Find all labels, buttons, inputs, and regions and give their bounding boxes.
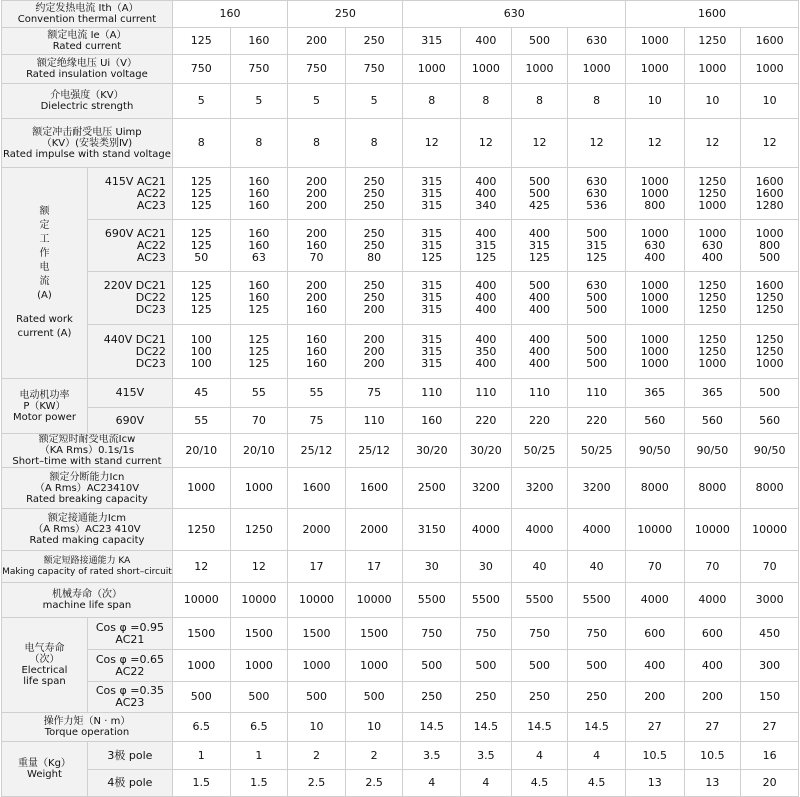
value-cell: 200: [288, 28, 346, 55]
value-cell: 20: [741, 770, 799, 797]
value-cell: 500: [511, 650, 568, 682]
value-cell: 10: [684, 84, 741, 119]
icm-row: [2, 509, 799, 551]
value-cell: 220: [568, 408, 626, 434]
value-cell: 500: [461, 650, 512, 682]
dielectric-row: [2, 84, 799, 119]
value-cell: 200: [625, 682, 684, 713]
value-cell: 12: [684, 119, 741, 168]
value-cell: 1000: [172, 650, 230, 682]
pole-label: 4极 pole: [87, 770, 172, 797]
value-cell: 5500: [461, 583, 512, 618]
value-cell: 110: [568, 379, 626, 408]
value-cell: 4: [461, 770, 512, 797]
value-cell: 10: [741, 84, 799, 119]
value-cell: 750: [461, 618, 512, 650]
value-cell: 27: [741, 713, 799, 742]
group-values: 125 125 125: [172, 272, 230, 325]
group-values: 1250 1250 1000: [684, 325, 741, 379]
motor-voltage: 690V: [87, 408, 172, 434]
value-cell: 4000: [511, 509, 568, 551]
specification-table: [1, 0, 799, 797]
motor-power-row-690v: [2, 408, 799, 434]
torque-label: 操作力矩（N · m） Torque operation: [2, 713, 173, 742]
value-cell: 12: [230, 551, 288, 583]
value-cell: 1000: [403, 55, 461, 84]
group-values: 125 125 125: [230, 325, 288, 379]
value-cell: 20/10: [230, 434, 288, 468]
group-values: 1000 1000 800: [625, 168, 684, 220]
frame-250: 250: [288, 1, 403, 28]
value-cell: 10000: [172, 583, 230, 618]
value-cell: 5: [288, 84, 346, 119]
value-cell: 8000: [625, 468, 684, 509]
cos-phi-label: Cos φ =0.65 AC22: [87, 650, 172, 682]
value-cell: 10000: [625, 509, 684, 551]
value-cell: 1000: [568, 55, 626, 84]
value-cell: 10000: [288, 583, 346, 618]
group-values: 200 200 200: [345, 325, 403, 379]
value-cell: 8: [461, 84, 512, 119]
value-cell: 10000: [230, 583, 288, 618]
value-cell: 110: [461, 379, 512, 408]
group-values: 400 350 400: [461, 325, 512, 379]
group-values: 1000 1000 1000: [625, 325, 684, 379]
icn-label: 额定分断能力Icn （A Rms）AC23410V Rated breaking capacity: [2, 468, 173, 509]
value-cell: 30/20: [403, 434, 461, 468]
value-cell: 8: [172, 119, 230, 168]
value-cell: 5500: [511, 583, 568, 618]
icw-label: 额定短时耐受电流Icw （KA Rms）0.1s/1s Short–time with stand current: [2, 434, 173, 468]
value-cell: 12: [172, 551, 230, 583]
group-values: 1250 1250 1000: [684, 168, 741, 220]
insulation-voltage-label: 额定绝缘电压 Ui（V） Rated insulation voltage: [2, 55, 173, 84]
value-cell: 1000: [172, 468, 230, 509]
rated-work-current-label: 额 定 工 作 电 流 (A) Rated work current (A): [2, 168, 88, 379]
value-cell: 16: [741, 742, 799, 770]
value-cell: 17: [345, 551, 403, 583]
value-cell: 12: [625, 119, 684, 168]
cos-phi-label: Cos φ =0.95 AC21: [87, 618, 172, 650]
value-cell: 2000: [288, 509, 346, 551]
value-cell: 220: [511, 408, 568, 434]
value-cell: 10: [625, 84, 684, 119]
value-cell: 200: [684, 682, 741, 713]
value-cell: 75: [345, 379, 403, 408]
rated-current-label: 额定电流 Ie（A） Rated current: [2, 28, 173, 55]
value-cell: 500: [288, 682, 346, 713]
value-cell: 8: [288, 119, 346, 168]
value-cell: 110: [345, 408, 403, 434]
group-values: 250 250 200: [345, 272, 403, 325]
value-cell: 250: [511, 682, 568, 713]
value-cell: 750: [345, 55, 403, 84]
value-cell: 500: [403, 650, 461, 682]
value-cell: 1.5: [230, 770, 288, 797]
group-values: 100 100 100: [172, 325, 230, 379]
value-cell: 3200: [461, 468, 512, 509]
motor-voltage: 415V: [87, 379, 172, 408]
value-cell: 4000: [625, 583, 684, 618]
value-cell: 14.5: [461, 713, 512, 742]
value-cell: 500: [568, 650, 626, 682]
value-cell: 90/50: [741, 434, 799, 468]
value-cell: 40: [511, 551, 568, 583]
group-values: 630 500 500: [568, 272, 626, 325]
value-cell: 1250: [230, 509, 288, 551]
icm-label: 额定接通能力Icm （A Rms）AC23 410V Rated making capacity: [2, 509, 173, 551]
value-cell: 250: [568, 682, 626, 713]
value-cell: 1000: [230, 468, 288, 509]
group-values: 1250 1250 1000: [741, 325, 799, 379]
value-cell: 600: [625, 618, 684, 650]
group-values: 500 315 125: [568, 220, 626, 272]
value-cell: 4000: [461, 509, 512, 551]
group-labels: 220V DC21 DC22 DC23: [87, 272, 172, 325]
value-cell: 1000: [741, 55, 799, 84]
group-labels: 440V DC21 DC22 DC23: [87, 325, 172, 379]
value-cell: 560: [684, 408, 741, 434]
value-cell: 8: [345, 119, 403, 168]
value-cell: 1500: [230, 618, 288, 650]
value-cell: 4: [403, 770, 461, 797]
group-values: 160 160 125: [230, 272, 288, 325]
value-cell: 1000: [511, 55, 568, 84]
value-cell: 560: [625, 408, 684, 434]
group-values: 200 160 70: [288, 220, 346, 272]
value-cell: 8: [511, 84, 568, 119]
value-cell: 1500: [172, 618, 230, 650]
icw-row: [2, 434, 799, 468]
value-cell: 70: [741, 551, 799, 583]
value-cell: 110: [511, 379, 568, 408]
value-cell: 3150: [403, 509, 461, 551]
group-values: 250 250 80: [345, 220, 403, 272]
value-cell: 5: [230, 84, 288, 119]
value-cell: 5: [345, 84, 403, 119]
value-cell: 50/25: [568, 434, 626, 468]
value-cell: 10.5: [625, 742, 684, 770]
value-cell: 1000: [625, 55, 684, 84]
value-cell: 750: [403, 618, 461, 650]
impulse-voltage-row: [2, 119, 799, 168]
value-cell: 1250: [684, 28, 741, 55]
group-values: 315 315 315: [403, 272, 461, 325]
value-cell: 30: [403, 551, 461, 583]
group-values: 1000 630 400: [684, 220, 741, 272]
group-values: 1000 630 400: [625, 220, 684, 272]
value-cell: 1000: [684, 55, 741, 84]
value-cell: 27: [625, 713, 684, 742]
value-cell: 2: [288, 742, 346, 770]
value-cell: 30: [461, 551, 512, 583]
group-values: 125 125 50: [172, 220, 230, 272]
value-cell: 30/20: [461, 434, 512, 468]
value-cell: 5500: [568, 583, 626, 618]
value-cell: 8000: [741, 468, 799, 509]
group-values: 1000 1000 1000: [625, 272, 684, 325]
value-cell: 3200: [511, 468, 568, 509]
value-cell: 1600: [741, 28, 799, 55]
value-cell: 1500: [288, 618, 346, 650]
group-values: 200 200 200: [288, 168, 346, 220]
group-values: 315 315 315: [403, 168, 461, 220]
thermal-current-row: [2, 1, 799, 28]
value-cell: 1250: [172, 509, 230, 551]
value-cell: 50/25: [511, 434, 568, 468]
value-cell: 750: [568, 618, 626, 650]
value-cell: 2500: [403, 468, 461, 509]
electrical-life-row-ac23: [2, 682, 799, 713]
value-cell: 2.5: [288, 770, 346, 797]
value-cell: 1: [172, 742, 230, 770]
value-cell: 4.5: [568, 770, 626, 797]
value-cell: 750: [172, 55, 230, 84]
value-cell: 1600: [345, 468, 403, 509]
value-cell: 10.5: [684, 742, 741, 770]
group-values: 500 500 500: [568, 325, 626, 379]
value-cell: 1000: [461, 55, 512, 84]
thermal-current-label: 约定发热电流 Ith（A） Convention thermal current: [2, 1, 173, 28]
value-cell: 220: [461, 408, 512, 434]
value-cell: 125: [172, 28, 230, 55]
value-cell: 250: [345, 28, 403, 55]
value-cell: 2.5: [345, 770, 403, 797]
value-cell: 1000: [625, 28, 684, 55]
dielectric-label: 介电强度（KV） Dielectric strength: [2, 84, 173, 119]
value-cell: 10: [288, 713, 346, 742]
electrical-life-label: 电气寿命 （次） Electrical life span: [2, 618, 88, 713]
value-cell: 5: [172, 84, 230, 119]
value-cell: 55: [172, 408, 230, 434]
value-cell: 4: [511, 742, 568, 770]
group-values: 160 160 160: [230, 168, 288, 220]
torque-row: [2, 713, 799, 742]
value-cell: 500: [172, 682, 230, 713]
value-cell: 300: [741, 650, 799, 682]
value-cell: 1000: [345, 650, 403, 682]
group-labels: 415V AC21 AC22 AC23: [87, 168, 172, 220]
group-values: 400 315 125: [511, 220, 568, 272]
value-cell: 400: [461, 28, 512, 55]
motor-power-label: 电动机功率 P（KW） Motor power: [2, 379, 88, 434]
value-cell: 70: [230, 408, 288, 434]
value-cell: 1: [230, 742, 288, 770]
group-values: 1000 800 500: [741, 220, 799, 272]
value-cell: 6.5: [172, 713, 230, 742]
group-values: 315 315 315: [403, 325, 461, 379]
group-values: 200 200 160: [288, 272, 346, 325]
value-cell: 750: [511, 618, 568, 650]
value-cell: 560: [741, 408, 799, 434]
value-cell: 4.5: [511, 770, 568, 797]
value-cell: 315: [403, 28, 461, 55]
value-cell: 1000: [288, 650, 346, 682]
value-cell: 6.5: [230, 713, 288, 742]
electrical-life-row-ac22: [2, 650, 799, 682]
frame-630: 630: [403, 1, 625, 28]
value-cell: 250: [461, 682, 512, 713]
value-cell: 70: [625, 551, 684, 583]
value-cell: 160: [230, 28, 288, 55]
value-cell: 3.5: [403, 742, 461, 770]
value-cell: 3000: [741, 583, 799, 618]
pole-label: 3极 pole: [87, 742, 172, 770]
value-cell: 750: [288, 55, 346, 84]
value-cell: 55: [230, 379, 288, 408]
value-cell: 400: [625, 650, 684, 682]
group-values: 160 160 63: [230, 220, 288, 272]
value-cell: 450: [741, 618, 799, 650]
value-cell: 500: [345, 682, 403, 713]
group-values: 1250 1250 1250: [684, 272, 741, 325]
value-cell: 160: [403, 408, 461, 434]
value-cell: 14.5: [403, 713, 461, 742]
value-cell: 25/12: [288, 434, 346, 468]
value-cell: 90/50: [684, 434, 741, 468]
insulation-voltage-row: [2, 55, 799, 84]
rated-work-group-690v: [2, 220, 799, 272]
value-cell: 8: [403, 84, 461, 119]
value-cell: 45: [172, 379, 230, 408]
value-cell: 17: [288, 551, 346, 583]
value-cell: 500: [741, 379, 799, 408]
group-values: 125 125 125: [172, 168, 230, 220]
weight-label: 重量（Kg） Weight: [2, 742, 88, 797]
value-cell: 14.5: [568, 713, 626, 742]
group-labels: 690V AC21 AC22 AC23: [87, 220, 172, 272]
value-cell: 3200: [568, 468, 626, 509]
value-cell: 500: [230, 682, 288, 713]
group-values: 400 400 400: [461, 272, 512, 325]
value-cell: 12: [568, 119, 626, 168]
value-cell: 750: [230, 55, 288, 84]
value-cell: 4: [568, 742, 626, 770]
value-cell: 4000: [684, 583, 741, 618]
group-values: 500 400 400: [511, 272, 568, 325]
weight-row-4-pole: [2, 770, 799, 797]
value-cell: 630: [568, 28, 626, 55]
icn-row: [2, 468, 799, 509]
value-cell: 12: [403, 119, 461, 168]
value-cell: 500: [511, 28, 568, 55]
value-cell: 10000: [684, 509, 741, 551]
value-cell: 55: [288, 379, 346, 408]
value-cell: 1.5: [172, 770, 230, 797]
value-cell: 10000: [345, 583, 403, 618]
value-cell: 3.5: [461, 742, 512, 770]
impulse-voltage-label: 额定冲击耐受电压 Uimp （KV）(安装类别Ⅳ) Rated impulse with stand voltage: [2, 119, 173, 168]
value-cell: 1500: [345, 618, 403, 650]
group-values: 315 315 125: [403, 220, 461, 272]
cos-phi-label: Cos φ =0.35 AC23: [87, 682, 172, 713]
group-values: 1600 1600 1280: [741, 168, 799, 220]
group-values: 500 500 425: [511, 168, 568, 220]
group-values: 160 160 160: [288, 325, 346, 379]
rated-work-group-415v: [2, 168, 799, 220]
value-cell: 4000: [568, 509, 626, 551]
value-cell: 90/50: [625, 434, 684, 468]
rated-work-group-440v: [2, 325, 799, 379]
value-cell: 12: [741, 119, 799, 168]
value-cell: 12: [461, 119, 512, 168]
mechanical-life-row: [2, 583, 799, 618]
electrical-life-row-ac21: [2, 618, 799, 650]
group-values: 400 400 340: [461, 168, 512, 220]
group-values: 400 400 400: [511, 325, 568, 379]
value-cell: 1600: [288, 468, 346, 509]
group-values: 630 630 536: [568, 168, 626, 220]
value-cell: 10000: [741, 509, 799, 551]
short-circuit-making-label: 额定短路接通能力 KA Making capacity of rated short–circuit: [2, 551, 173, 583]
value-cell: 12: [511, 119, 568, 168]
weight-row-3-pole: [2, 742, 799, 770]
value-cell: 150: [741, 682, 799, 713]
value-cell: 20/10: [172, 434, 230, 468]
value-cell: 75: [288, 408, 346, 434]
mechanical-life-label: 机械寿命（次） machine life span: [2, 583, 173, 618]
frame-160: 160: [172, 1, 287, 28]
value-cell: 70: [684, 551, 741, 583]
value-cell: 110: [403, 379, 461, 408]
value-cell: 600: [684, 618, 741, 650]
value-cell: 365: [625, 379, 684, 408]
value-cell: 10: [345, 713, 403, 742]
value-cell: 8: [230, 119, 288, 168]
value-cell: 250: [403, 682, 461, 713]
value-cell: 2000: [345, 509, 403, 551]
frame-1600: 1600: [625, 1, 798, 28]
value-cell: 400: [684, 650, 741, 682]
value-cell: 8000: [684, 468, 741, 509]
value-cell: 25/12: [345, 434, 403, 468]
rated-current-row: [2, 28, 799, 55]
value-cell: 40: [568, 551, 626, 583]
value-cell: 13: [684, 770, 741, 797]
value-cell: 14.5: [511, 713, 568, 742]
rated-work-group-220v: [2, 272, 799, 325]
value-cell: 27: [684, 713, 741, 742]
value-cell: 2: [345, 742, 403, 770]
group-values: 1600 1250 1250: [741, 272, 799, 325]
short-circuit-making-row: [2, 551, 799, 583]
motor-power-row-415v: [2, 379, 799, 408]
value-cell: 365: [684, 379, 741, 408]
value-cell: 8: [568, 84, 626, 119]
value-cell: 13: [625, 770, 684, 797]
value-cell: 5500: [403, 583, 461, 618]
value-cell: 1000: [230, 650, 288, 682]
group-values: 400 315 125: [461, 220, 512, 272]
group-values: 250 250 250: [345, 168, 403, 220]
